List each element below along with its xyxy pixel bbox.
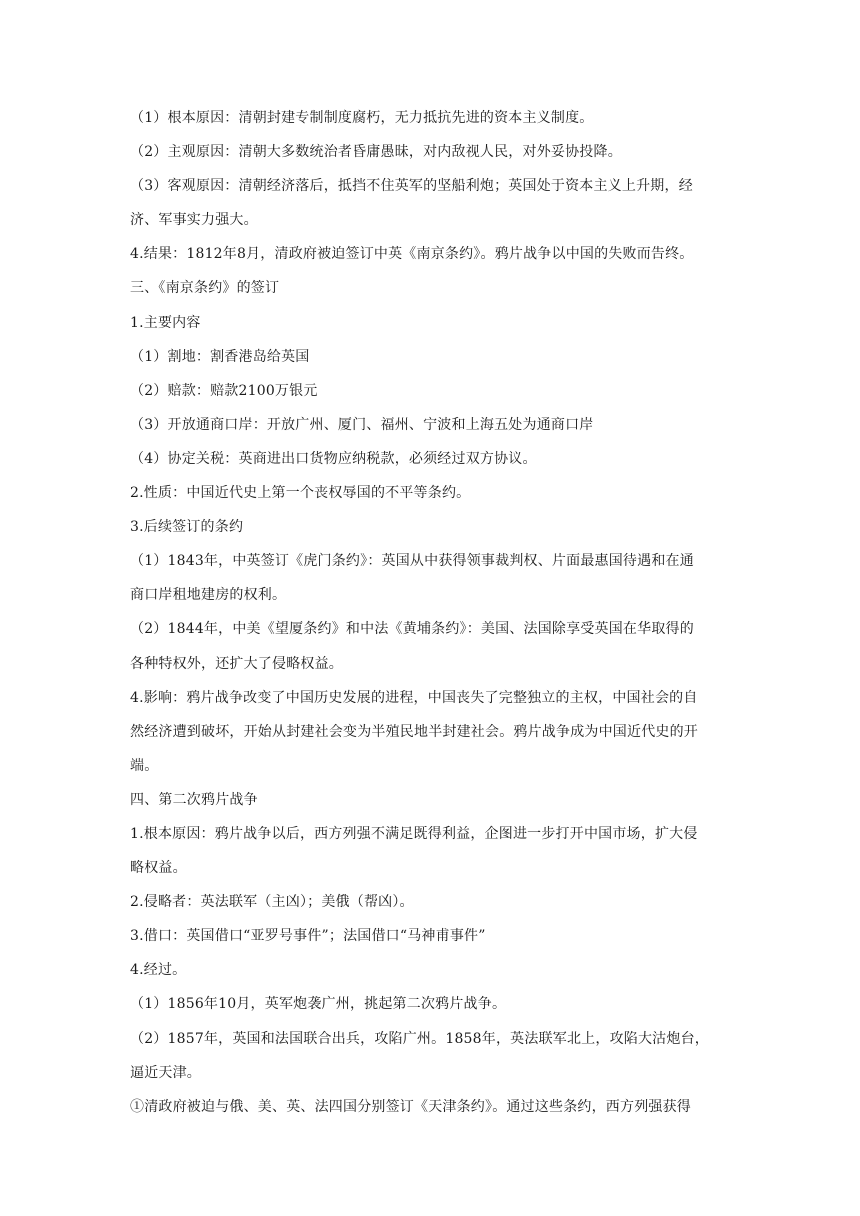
text-line: 端。 xyxy=(130,757,159,774)
text-line: （1）1856年10月，英军炮袭广州，挑起第二次鸦片战争。 xyxy=(130,996,507,1013)
text-line: （2）赔款：赔款2100万银元 xyxy=(130,382,318,399)
text-line: 2.性质：中国近代史上第一个丧权辱国的不平等条约。 xyxy=(130,485,471,502)
text-line: （3）客观原因：清朝经济落后，抵挡不住英军的坚船利炮；英国处于资本主义上升期，经 xyxy=(130,178,693,195)
text-line: 4.影响：鸦片战争改变了中国历史发展的进程，中国丧失了完整独立的主权，中国社会的自 xyxy=(130,689,698,706)
text-line: 2.侵略者：英法联军（主凶）；美俄（帮凶）。 xyxy=(130,894,414,911)
text-line: （2）主观原因：清朝大多数统治者昏庸愚昧，对内敌视人民，对外妥协投降。 xyxy=(130,144,622,161)
text-line: （4）协定关税：英商进出口货物应纳税款，必须经过双方协议。 xyxy=(130,450,537,467)
text-line: （1）割地：割香港岛给英国 xyxy=(130,348,310,365)
text-line: 然经济遭到破坏，开始从封建社会变为半殖民地半封建社会。鸦片战争成为中国近代史的开 xyxy=(130,723,698,740)
text-line: ①清政府被迫与俄、美、英、法四国分别签订《天津条约》。通过这些条约，西方列强获得 xyxy=(130,1098,691,1115)
subheading: 3.后续签订的条约 xyxy=(130,519,244,536)
document-body xyxy=(130,108,730,1131)
text-line: 逼近天津。 xyxy=(130,1064,201,1081)
text-line: （3）开放通商口岸：开放广州、厦门、福州、宁波和上海五处为通商口岸 xyxy=(130,416,594,433)
text-line: （1）根本原因：清朝封建专制制度腐朽，无力抵抗先进的资本主义制度。 xyxy=(130,110,594,126)
text-line: 4.结果：1812年8月，清政府被迫签订中英《南京条约》。鸦片战争以中国的失败而告终。 xyxy=(130,246,694,263)
text-line: 1.根本原因：鸦片战争以后，西方列强不满足既得利益，企图进一步打开中国市场，扩大侵 xyxy=(130,825,698,842)
text-line: （2）1844年，中美《望厦条约》和中法《黄埔条约》：美国、法国除享受英国在华取得的 xyxy=(130,621,694,638)
text-line: 3.借口：英国借口“亚罗号事件”；法国借口“马神甫事件” xyxy=(130,928,486,945)
text-line: （1）1843年，中英签订《虎门条约》：英国从中获得领事裁判权、片面最惠国待遇和在通 xyxy=(130,553,694,570)
text-line: （2）1857年，英国和法国联合出兵，攻陷广州。1858年，英法联军北上，攻陷大沽炮台， xyxy=(130,1030,709,1047)
subheading: 1.主要内容 xyxy=(130,314,201,331)
text-line: 商口岸租地建房的权利。 xyxy=(130,587,287,604)
section-heading: 三、《南京条约》的签订 xyxy=(130,280,280,297)
section-heading: 四、第二次鸦片战争 xyxy=(130,791,258,808)
text-line: 济、军事实力强大。 xyxy=(130,212,258,229)
subheading: 4.经过。 xyxy=(130,962,187,979)
text-line: 各种特权外，还扩大了侵略权益。 xyxy=(130,655,343,672)
text-line: 略权益。 xyxy=(130,860,187,877)
